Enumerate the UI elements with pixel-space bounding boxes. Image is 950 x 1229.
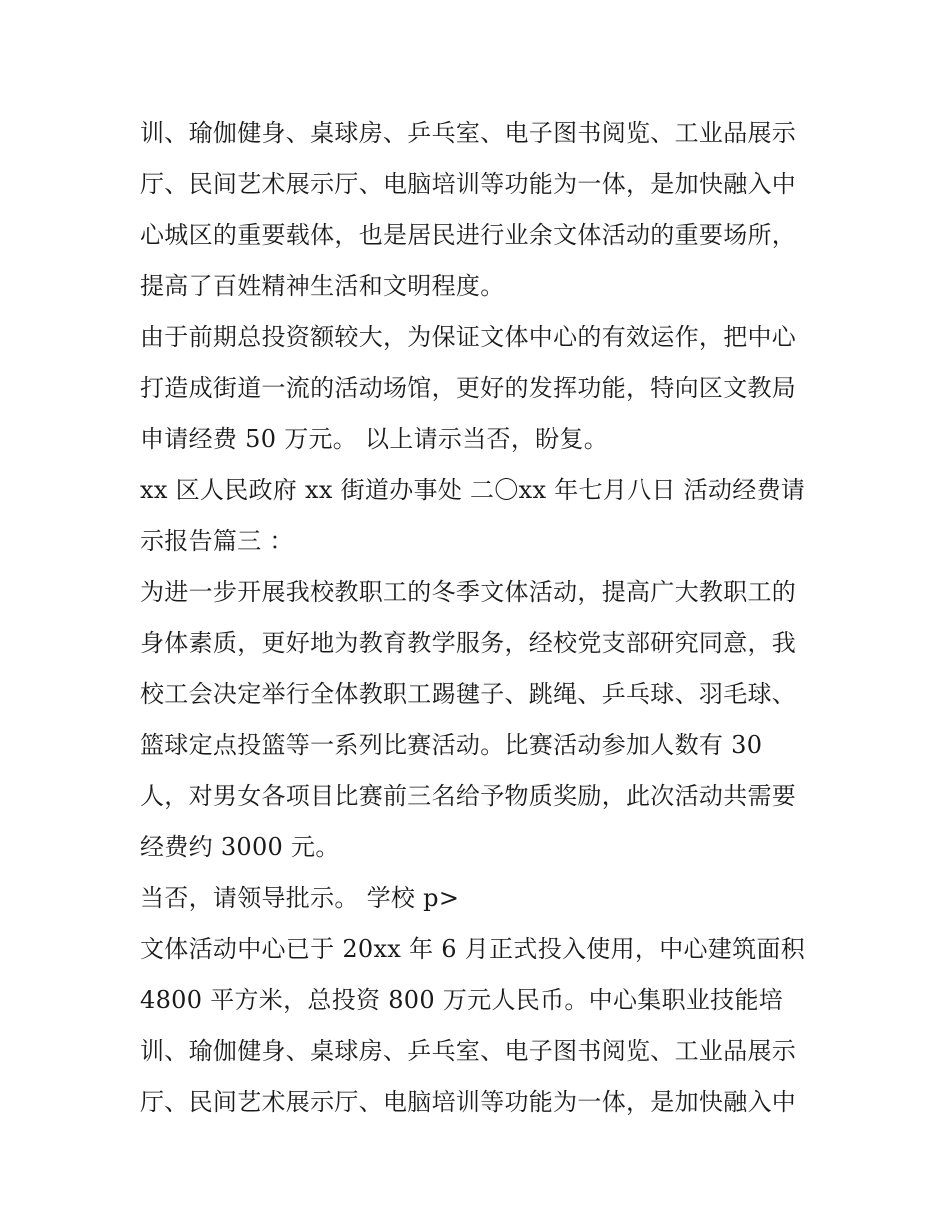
text-line: 由于前期总投资额较大，为保证文体中心的有效运作，把中心 <box>140 323 797 351</box>
text-line: 为进一步开展我校教职工的冬季文体活动，提高广大教职工的 <box>140 578 797 606</box>
text-line: 经费约 3000 元。 <box>140 833 340 861</box>
text-line: 校工会决定举行全体教职工踢毽子、跳绳、乒乓球、羽毛球、 <box>140 680 797 708</box>
text-line: 示报告篇三 ： <box>140 527 294 555</box>
text-line: 身体素质，更好地为教育教学服务，经校党支部研究同意，我 <box>140 629 797 657</box>
text-line: 训、瑜伽健身、桌球房、乒乓室、电子图书阅览、工业品展示 <box>140 1037 797 1065</box>
text-line: 厅、民间艺术展示厅、电脑培训等功能为一体，是加快融入中 <box>140 170 797 198</box>
text-line: 厅、民间艺术展示厅、电脑培训等功能为一体，是加快融入中 <box>140 1088 797 1116</box>
text-line: 4800 平方米，总投资 800 万元人民币。中心集职业技能培 <box>140 986 784 1014</box>
document-body <box>140 108 820 1128</box>
text-line: 当否，请领导批示。 学校 p> <box>140 884 460 912</box>
text-line: 文体活动中心已于 20xx 年 6 月正式投入使用，中心建筑面积 <box>140 935 805 963</box>
text-line: 人，对男女各项目比赛前三名给予物质奖励，此次活动共需要 <box>140 782 797 810</box>
text-line: xx 区人民政府 xx 街道办事处 二〇xx 年七月八日 活动经费请 <box>140 476 806 504</box>
text-line: 篮球定点投篮等一系列比赛活动。比赛活动参加人数有 30 <box>140 731 763 759</box>
text-line: 心城区的重要载体，也是居民进行业余文体活动的重要场所， <box>140 221 797 249</box>
text-line: 打造成街道一流的活动场馆，更好的发挥功能，特向区文教局 <box>140 374 797 402</box>
text-line: 申请经费 50 万元。 以上请示当否，盼复。 <box>140 425 609 453</box>
text-line: 提高了百姓精神生活和文明程度。 <box>140 272 505 300</box>
text-line: 训、瑜伽健身、桌球房、乒乓室、电子图书阅览、工业品展示 <box>140 119 797 147</box>
